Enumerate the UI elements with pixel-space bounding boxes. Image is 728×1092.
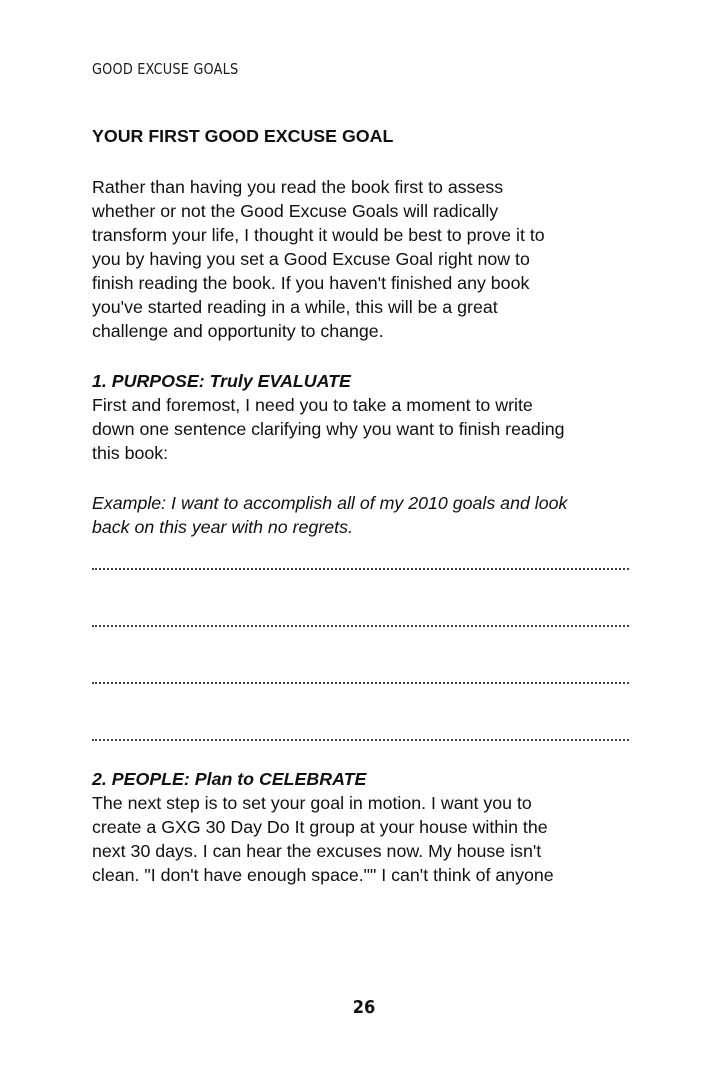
intro-line: whether or not the Good Excuse Goals will radically [92, 201, 499, 221]
step1-line: this book: [92, 443, 169, 463]
step2-line: clean. "I don't have enough space."" I can't think of anyone [92, 865, 554, 885]
intro-paragraph [92, 175, 652, 343]
running-header: GOOD EXCUSE GOALS [92, 60, 239, 78]
answer-line[interactable] [92, 737, 629, 741]
intro-line: transform your life, I thought it would be best to prove it to [92, 225, 545, 245]
answer-line[interactable] [92, 566, 629, 570]
step2-line: create a GXG 30 Day Do It group at your house within the [92, 817, 548, 837]
intro-line: you by having you set a Good Excuse Goal right now to [92, 249, 530, 269]
step1-heading: 1. PURPOSE: Truly EVALUATE [92, 371, 351, 391]
example-line: Example: I want to accomplish all of my 2010 goals and look [92, 493, 568, 513]
step1-line: down one sentence clarifying why you want to finish reading [92, 419, 565, 439]
step2-heading: 2. PEOPLE: Plan to CELEBRATE [92, 769, 367, 789]
step1-body [92, 393, 652, 465]
intro-line: finish reading the book. If you haven't finished any book [92, 273, 530, 293]
page-content [92, 124, 652, 913]
intro-line: you've started reading in a while, this will be a great [92, 297, 498, 317]
answer-line[interactable] [92, 680, 629, 684]
section-title: YOUR FIRST GOOD EXCUSE GOAL [92, 126, 394, 146]
intro-line: challenge and opportunity to change. [92, 321, 384, 341]
step2-line: next 30 days. I can hear the excuses now. My house isn't [92, 841, 542, 861]
step2-body [92, 791, 652, 887]
step2-line: The next step is to set your goal in motion. I want you to [92, 793, 532, 813]
answer-line[interactable] [92, 623, 629, 627]
example-line: back on this year with no regrets. [92, 517, 353, 537]
page-number: 26 [352, 997, 376, 1018]
intro-line: Rather than having you read the book first to assess [92, 177, 504, 197]
step1-line: First and foremost, I need you to take a moment to write [92, 395, 533, 415]
answer-lines [92, 566, 652, 741]
step1-example [92, 491, 652, 539]
